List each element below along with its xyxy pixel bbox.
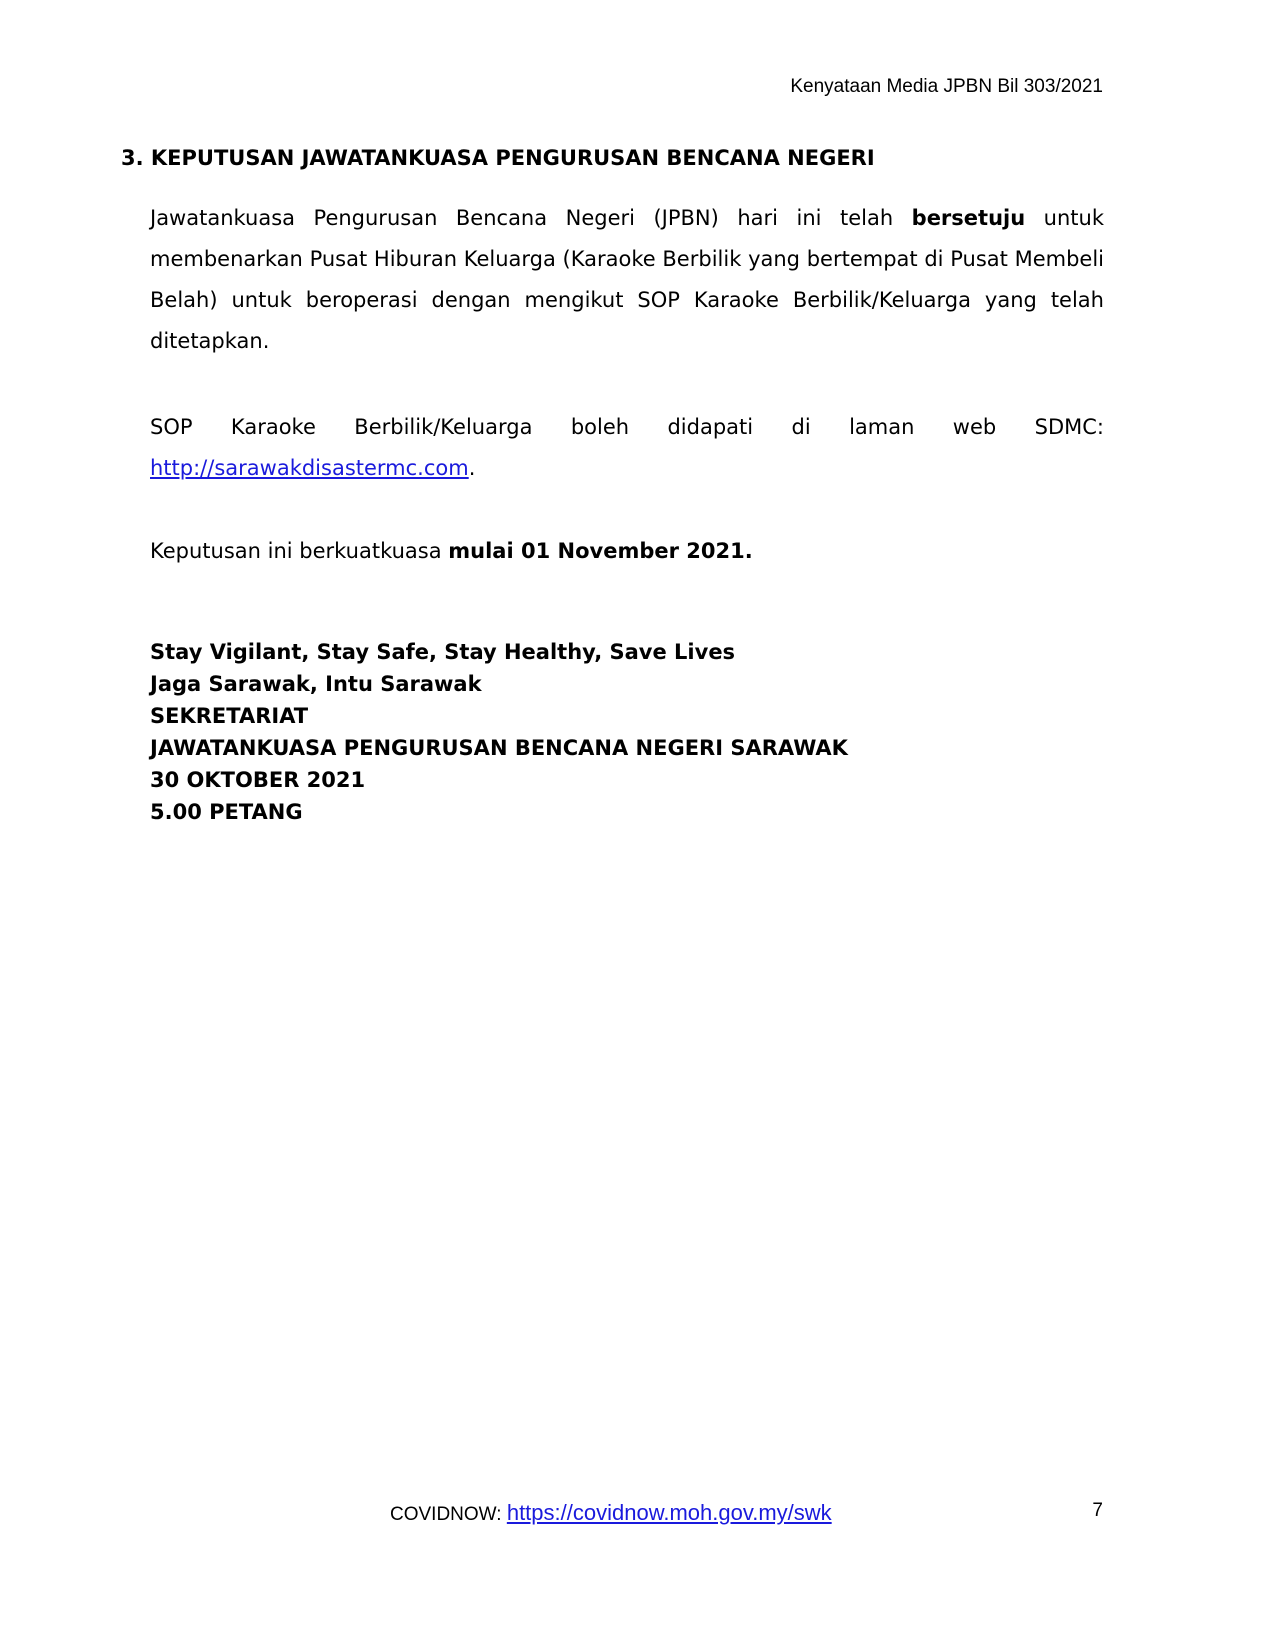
sop-word: SDMC:: [1034, 415, 1104, 439]
section-heading: 3. KEPUTUSAN JAWATANKUASA PENGURUSAN BENCANA NEGERI: [121, 146, 875, 170]
effective-date-bold: mulai 01 November 2021.: [448, 539, 753, 563]
sdmc-website-link[interactable]: http://sarawakdisastermc.com: [150, 456, 469, 480]
slogan-stay-vigilant: Stay Vigilant, Stay Safe, Stay Healthy, Save Lives: [150, 640, 736, 664]
sop-word: Berbilik/Keluarga: [354, 415, 533, 439]
footer: [390, 1500, 832, 1526]
signature-time: 5.00 PETANG: [150, 800, 303, 824]
signature-block: [150, 636, 848, 828]
covidnow-link[interactable]: https://covidnow.moh.gov.my/swk: [506, 1500, 832, 1525]
paragraph-decision-text-before: Jawatankuasa Pengurusan Bencana Negeri (JPBN) hari ini telah: [150, 206, 912, 230]
paragraph-decision-bold: bersetuju: [911, 206, 1026, 230]
paragraph-decision-text-after: untuk membenarkan Pusat Hiburan Keluarga (Karaoke Berbilik yang bertempat di Pusat Membeli Belah) untuk beroperasi dengan mengikut SOP Karaoke Berbilik/Keluarga yang telah ditetapkan.: [150, 206, 1105, 353]
signature-committee: JAWATANKUASA PENGURUSAN BENCANA NEGERI SARAWAK: [150, 736, 848, 760]
footer-label: COVIDNOW:: [390, 1504, 507, 1525]
signature-secretariat: SEKRETARIAT: [150, 704, 309, 728]
page-number: 7: [1092, 1500, 1103, 1521]
sop-word: laman: [849, 415, 915, 439]
paragraph-sop: [150, 407, 1104, 489]
sop-word: di: [791, 415, 811, 439]
signature-date: 30 OKTOBER 2021: [150, 768, 366, 792]
paragraph-sop-link-line: [150, 448, 1104, 489]
paragraph-sop-line: [150, 407, 1104, 448]
sop-word: didapati: [667, 415, 754, 439]
sop-word: boleh: [570, 415, 630, 439]
paragraph-effective-date: [150, 531, 1104, 572]
sop-word: web: [952, 415, 997, 439]
effective-date-text: Keputusan ini berkuatkuasa: [150, 539, 449, 563]
sop-trailing-period: .: [468, 456, 476, 480]
sop-word: Karaoke: [230, 415, 316, 439]
slogan-jaga-sarawak: Jaga Sarawak, Intu Sarawak: [150, 672, 482, 696]
paragraph-decision: [150, 198, 1104, 362]
header-reference: Kenyataan Media JPBN Bil 303/2021: [790, 76, 1103, 97]
sop-word: SOP: [150, 415, 193, 439]
